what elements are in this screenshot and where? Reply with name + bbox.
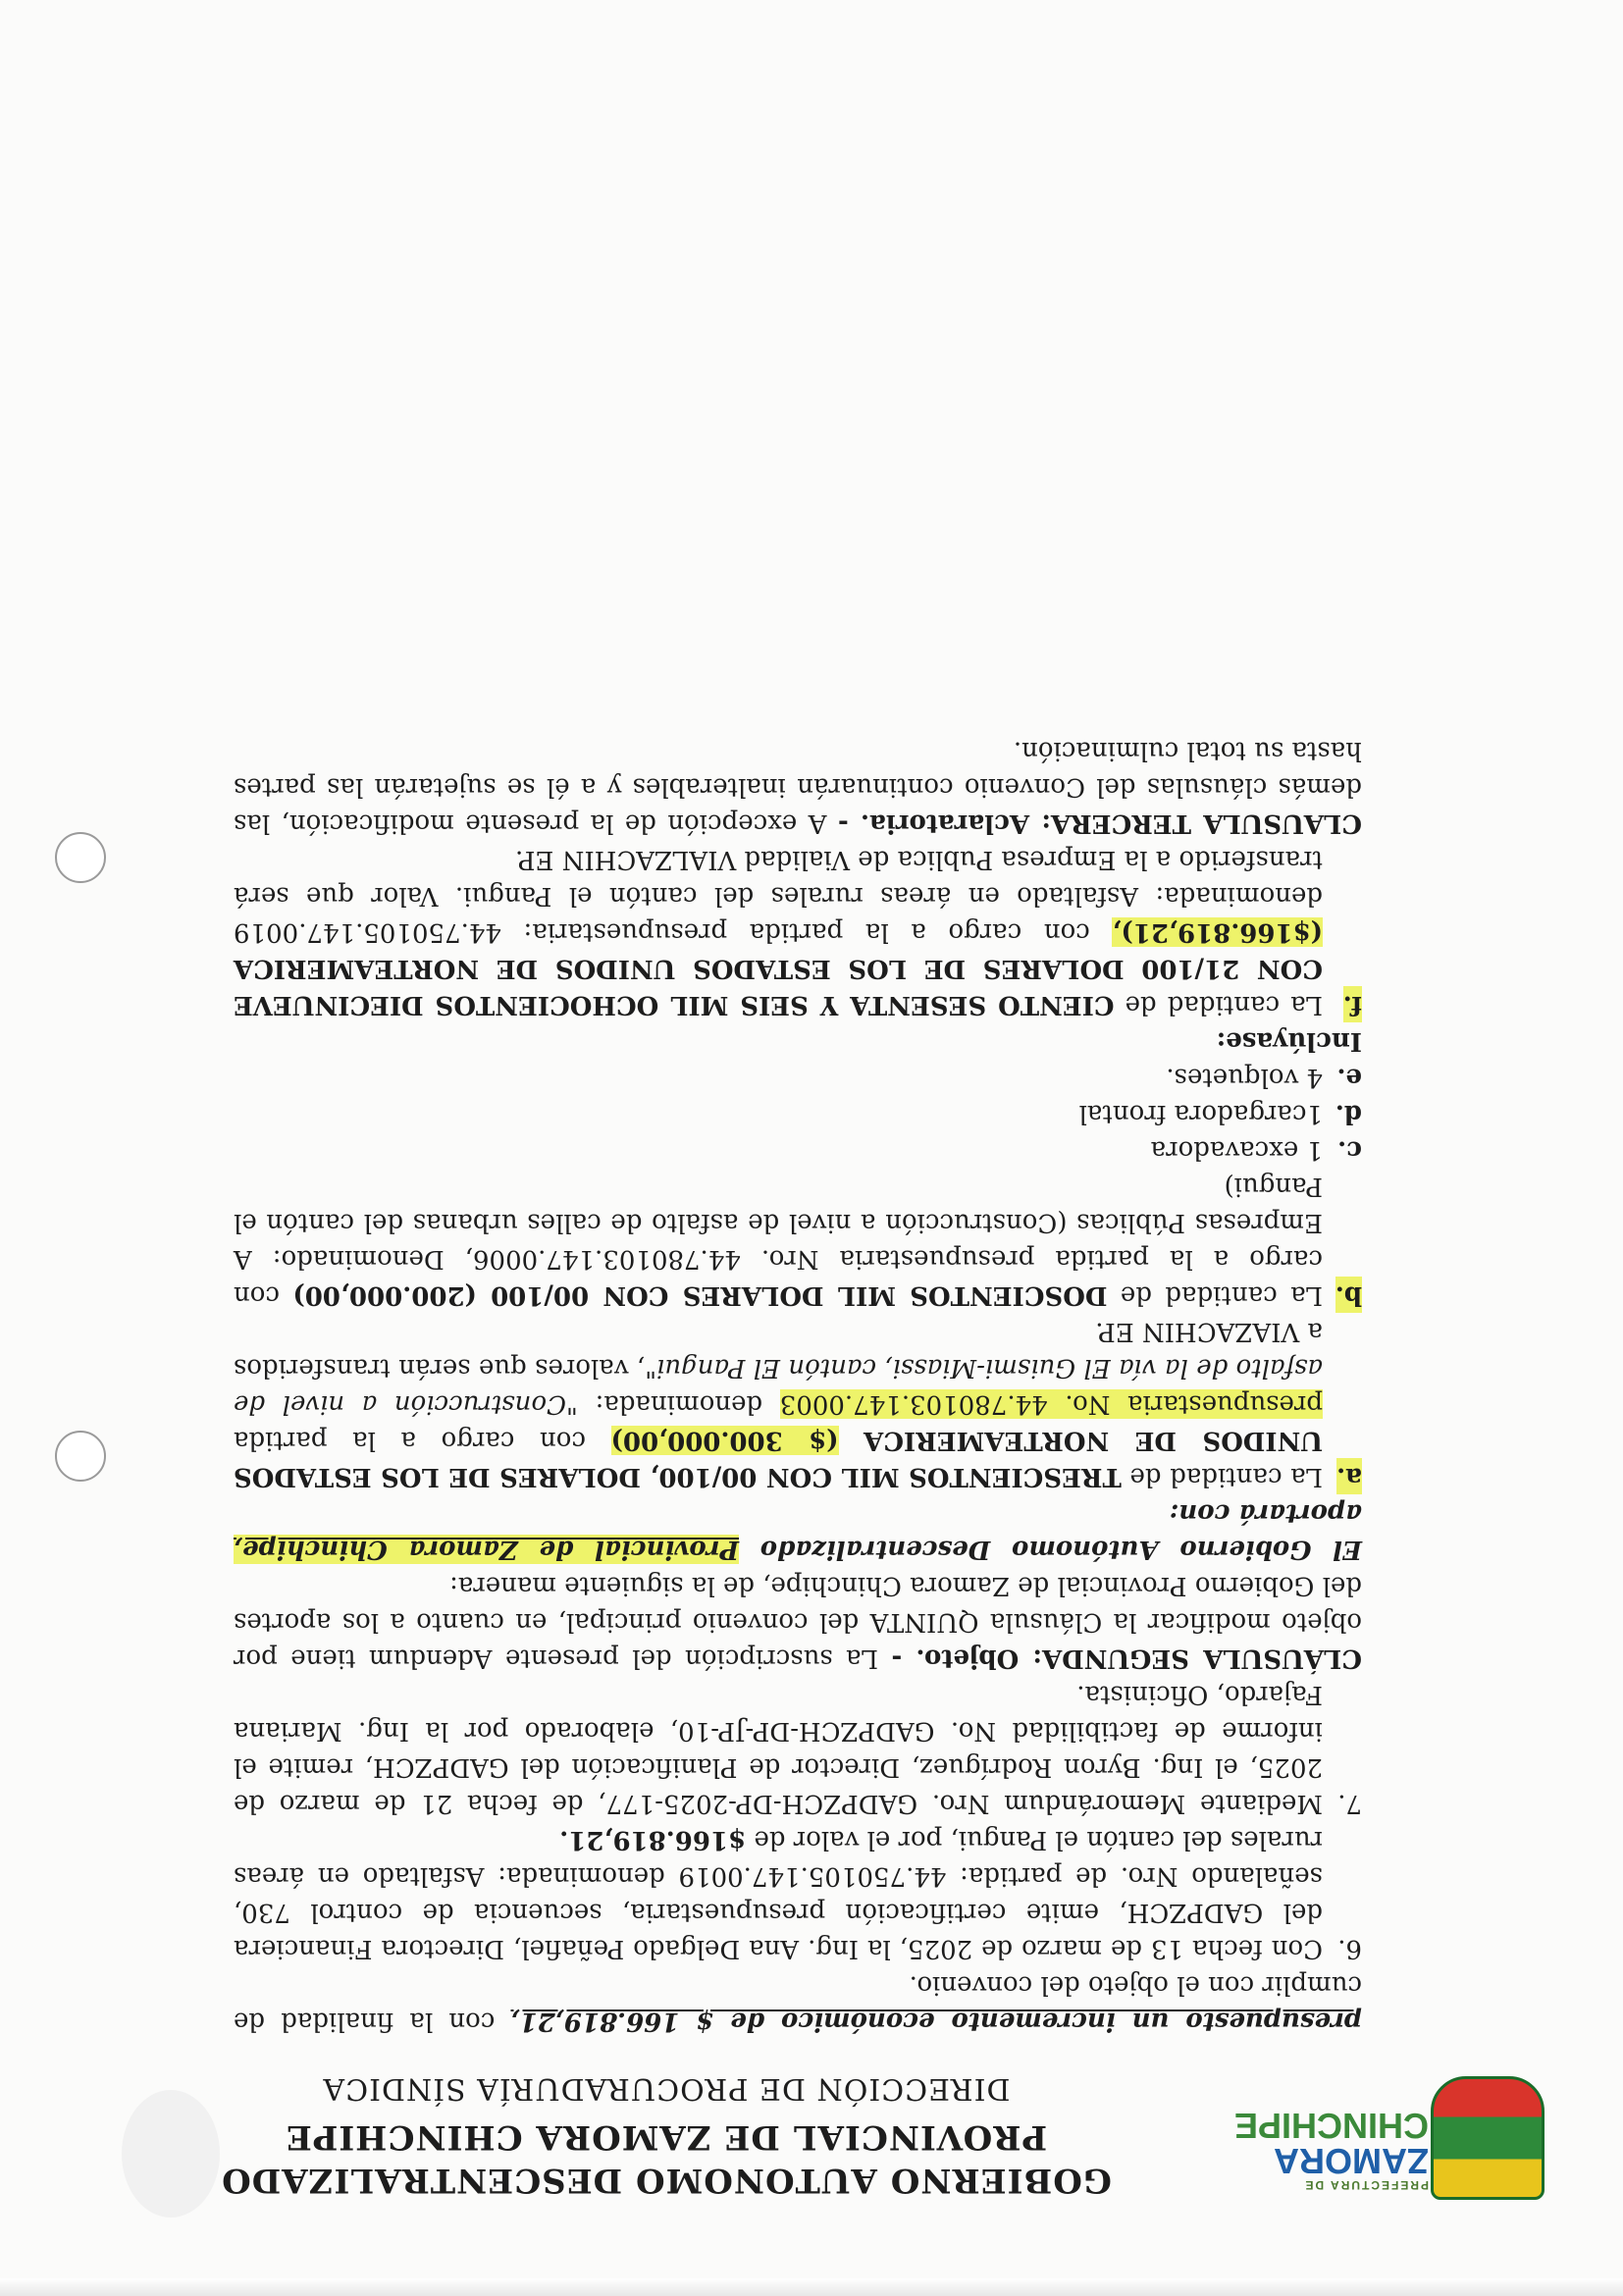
list-item-a xyxy=(234,1313,1362,1494)
incluyase-heading: Inclúyase: xyxy=(1216,1026,1362,1056)
item-project: "Construcción a nivel de asfalto de la vía El Guismi-Miassi, cantón El Pangui" xyxy=(234,1353,1323,1419)
logo-text xyxy=(1233,2106,1429,2192)
clause-title: CLAUSULA TERCERA: Aclaratoria. - xyxy=(837,809,1362,838)
list-item-f xyxy=(234,841,1362,1022)
item-text: 4 volquetes. xyxy=(1166,1063,1323,1092)
item-amount: DOSCIENTOS MIL DOLARES CON 00/100 (200.000,00) xyxy=(292,1280,1108,1310)
document-body xyxy=(234,732,1362,2039)
item-partida: presupuestaria No. 44.780103.147.0003 xyxy=(779,1389,1323,1419)
gad-aportara: aportará con: xyxy=(1169,1498,1362,1528)
item-amount: ($ 300.000,00) xyxy=(610,1426,839,1455)
item-text: con cargo a la partida xyxy=(234,1426,611,1455)
letterhead xyxy=(92,2059,1544,2206)
gad-contribution xyxy=(234,1494,1362,1567)
item-letter: d. xyxy=(1335,1099,1362,1128)
item-letter: c. xyxy=(1337,1135,1362,1165)
item-amount-words: TRESCIENTOS MIL CON 00/100, DOLARES DE LOS ESTADOS UNIDOS DE NORTEAMERICA xyxy=(234,1426,1323,1491)
item-number: 6. xyxy=(1337,1934,1362,1963)
item-text: La cantidad de xyxy=(1114,990,1323,1019)
intro-paragraph xyxy=(234,1966,1362,2039)
header-line-3: DIRECCIÓN DE PROCURADURÍA SÍNDICA xyxy=(322,2071,1011,2106)
item-number: 7. xyxy=(1337,1789,1362,1818)
item-text: Con fecha 13 de marzo de 2025, la Ing. Ana Delgado Peñafiel, Directora Financiera del GADPZCH, emite certificación presupuestaria, secuencia de control 730, señalando Nro. de partida: 44.750105.147.0019 denominada: Asfaltado en áreas rurales del cantón el Pangui, por el valor de xyxy=(234,1825,1323,1963)
intro-text: con la finalidad de cumplir con el objeto del convenio. xyxy=(234,1970,1362,2036)
list-item-6 xyxy=(234,1821,1362,1966)
clause-second xyxy=(234,1567,1362,1676)
item-text: , valores que serán transferidos a VIAZACHIN EP. xyxy=(233,1317,1323,1383)
clause-text: A excepción de la presente modificación, las demás cláusulas del Convenio continuarán inalterables y a él se sujetarán las partes hasta su total culminación. xyxy=(234,736,1362,838)
punch-hole xyxy=(55,832,106,883)
item-text: 1 excavadora xyxy=(1150,1135,1323,1165)
header-line-2: PROVINCIAL DE ZAMORA CHINCHIPE xyxy=(285,2117,1048,2157)
item-amount: $166.819,21. xyxy=(559,1825,747,1854)
intro-amount: presupuesto un incremento económico de $ 166.819,21, xyxy=(510,2007,1362,2036)
gad-province: Provincial de Zamora Chinchipe, xyxy=(234,1535,740,1564)
item-text: denominada: xyxy=(577,1389,780,1419)
item-text: con cargo a la partida presupuestaria Nro. 44.780103.147.0006, Denominado: A Empresas Públicas (Construcción a nivel de asfalto de calles urbanas del cantón el Pangui) xyxy=(233,1172,1323,1310)
clause-third xyxy=(234,732,1362,841)
list-item-e xyxy=(234,1059,1362,1095)
prefectura-logo xyxy=(1233,2068,1544,2206)
logo-zamora: ZAMORA xyxy=(1274,2141,1429,2181)
item-text: La cantidad de xyxy=(1121,1462,1323,1491)
item-amount-words: CIENTO SESENTA Y SEIS MIL OCHOCIENTOS DIECINUEVE CON 21/100 DOLARES DE LOS ESTADOS UNIDOS DE NORTEAMERICA xyxy=(234,954,1323,1019)
list-item-7 xyxy=(234,1676,1362,1821)
item-text: La cantidad de xyxy=(1107,1280,1323,1310)
item-letter: e. xyxy=(1336,1063,1362,1092)
logo-chinchipe: CHINCHIPE xyxy=(1233,2106,1429,2146)
watermark-seal xyxy=(122,2090,220,2218)
punch-hole xyxy=(55,1431,106,1482)
item-amount: ($166.819,21), xyxy=(1112,917,1323,947)
item-letter: b. xyxy=(1335,1277,1362,1313)
header-line-1: GOBIERNO AUTONOMO DESCENTRALIZADO xyxy=(221,2161,1112,2200)
gad-name: El Gobierno Autónomo Descentralizado xyxy=(739,1535,1362,1564)
list-item-b xyxy=(234,1168,1362,1313)
item-text: Mediante Memorándum Nro. GADPZCH-DP-2025-177, de fecha 21 de marzo de 2025, el Ing. Byron Rodríguez, Director de Planificación del GADPZCH, remite el informe de factibilidad No. GADPZCH-DP-JP-10, elaborado por la Ing. Mariana Fajardo, Oficinista. xyxy=(234,1680,1323,1818)
clause-title: CLÁUSULA SEGUNDA: Objeto. - xyxy=(891,1644,1362,1673)
item-text: 1cargadora frontal xyxy=(1078,1099,1323,1128)
item-letter: a. xyxy=(1336,1458,1362,1494)
logo-small-text: PREFECTURA DE xyxy=(1303,2178,1429,2192)
item-text: con cargo a la partida presupuestaria: 44.750105.147.0019 denominada: Asfaltado en áreas rurales del cantón el Pangui. Valor que será transferido a la Empresa Publica de Vialidad VIALZACHIN EP. xyxy=(234,845,1323,947)
list-item-d xyxy=(234,1095,1362,1131)
clause-text: La suscripción del presente Adendum tiene por objeto modificar la Cláusula QUINTA del convenio principal, en cuanto a los aportes del Gobierno Provincial de Zamora Chinchipe, de la siguiente manera: xyxy=(233,1571,1362,1673)
list-item-c xyxy=(234,1131,1362,1168)
header-titles xyxy=(92,2066,1240,2202)
item-letter: f. xyxy=(1343,986,1362,1022)
coat-of-arms-icon xyxy=(1431,2076,1544,2200)
